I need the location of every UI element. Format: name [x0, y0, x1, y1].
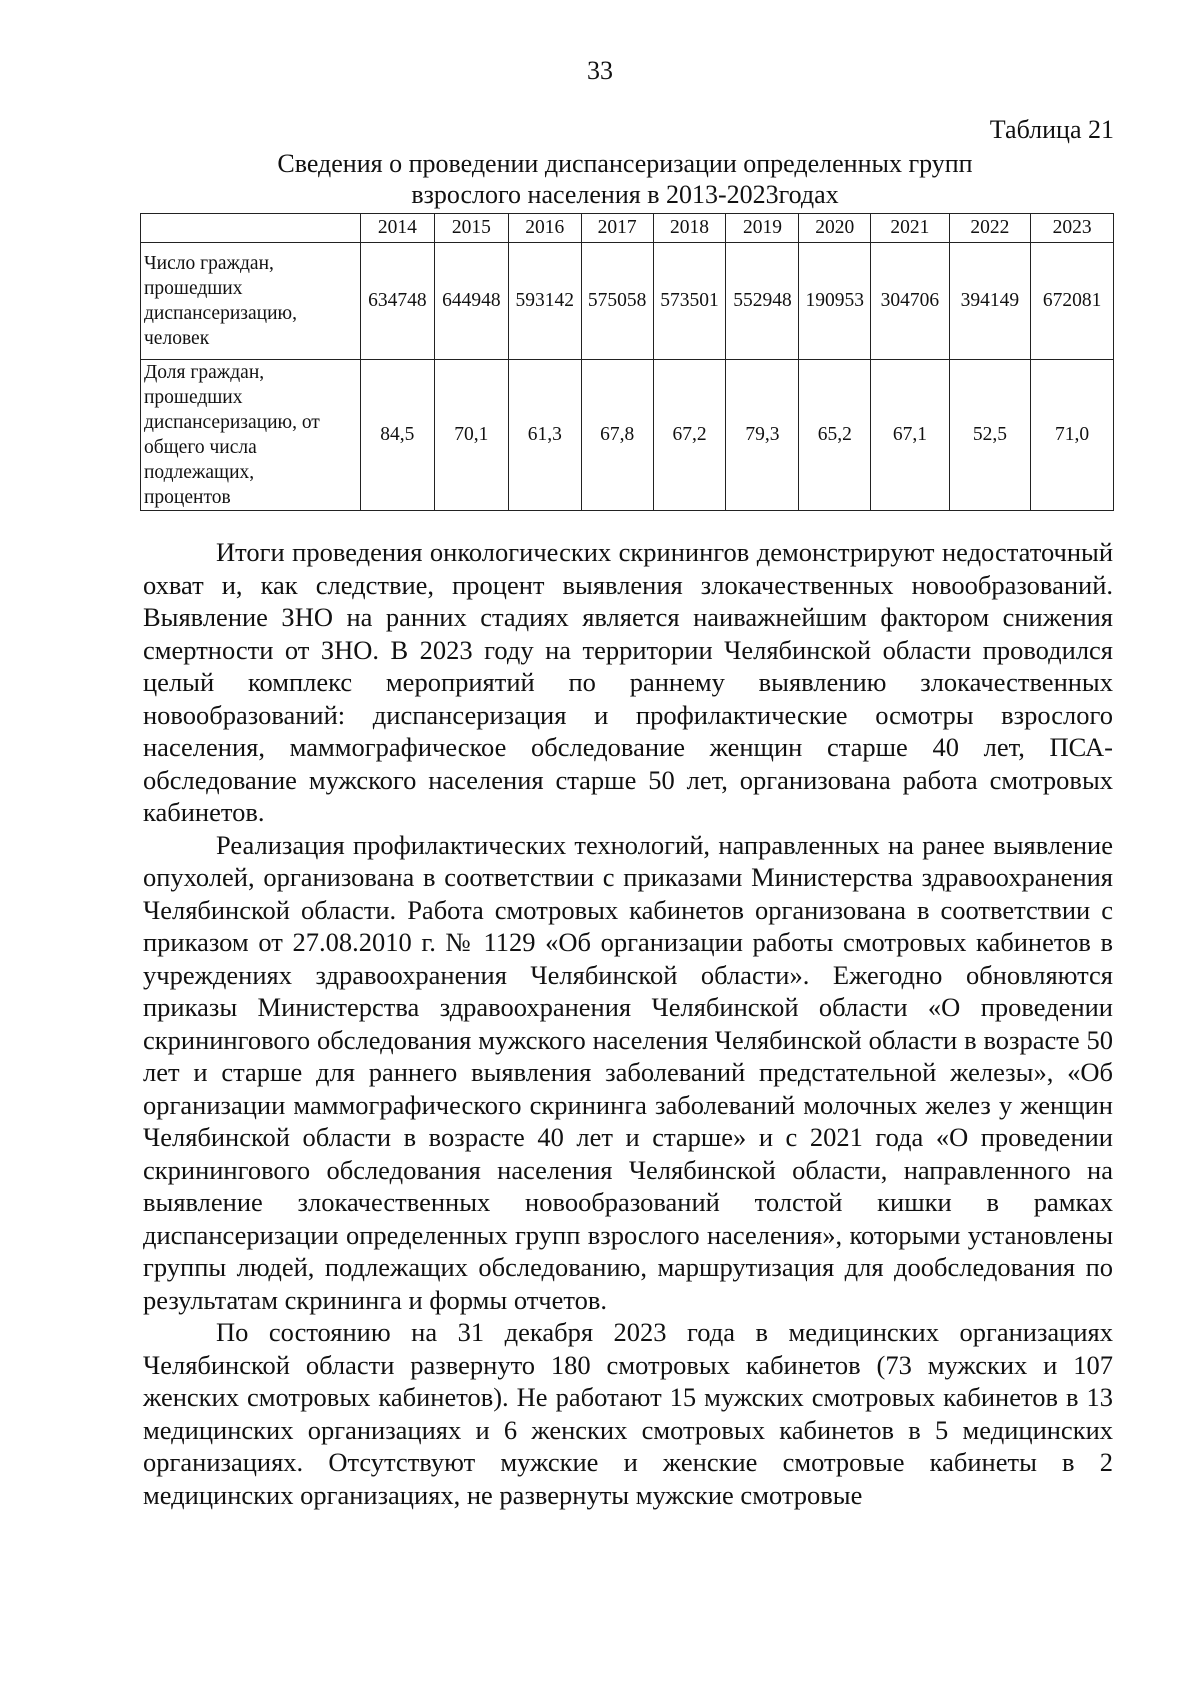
row-label-line: диспансеризацию,	[144, 303, 297, 324]
year-header: 2015	[434, 214, 508, 243]
table-label: Таблица 21	[989, 115, 1114, 144]
page-number: 33	[587, 56, 613, 85]
table-cell: 67,8	[581, 360, 653, 511]
table-cell: 672081	[1031, 243, 1114, 360]
table-cell: 634748	[360, 243, 434, 360]
table-cell: 71,0	[1031, 360, 1114, 511]
table-cell: 593142	[508, 243, 581, 360]
year-header: 2022	[949, 214, 1031, 243]
row-label	[141, 243, 361, 360]
row-label	[141, 360, 361, 511]
year-header: 2017	[581, 214, 653, 243]
row-label-line: процентов	[144, 487, 231, 508]
year-header: 2018	[653, 214, 726, 243]
table-cell: 67,2	[653, 360, 726, 511]
table-cell: 79,3	[726, 360, 799, 511]
table-cell: 65,2	[799, 360, 871, 511]
row-label-line: общего числа	[144, 437, 257, 458]
table-title-line: взрослого населения в 2013-2023годах	[411, 180, 839, 209]
table-header-row	[141, 214, 1114, 243]
table-cell: 304706	[871, 243, 949, 360]
table-cell: 84,5	[360, 360, 434, 511]
table-cell: 644948	[434, 243, 508, 360]
table-cell: 70,1	[434, 360, 508, 511]
paragraph: По состоянию на 31 декабря 2023 года в медицинских организациях Челябинской области развернуто 180 смотровых кабинетов (73 мужских и 107 женских смотровых кабинетов). Не работают 15 мужских смотровых кабинетов в 13 медицинских организациях и 6 женских смотровых кабинетов в 5 медицинских организациях. Отсутствуют мужские и женские смотровые кабинеты в 2 медицинских организациях, не развернуты мужские смотровые	[143, 1317, 1113, 1510]
table-cell: 61,3	[508, 360, 581, 511]
year-header: 2019	[726, 214, 799, 243]
body-text	[143, 536, 1113, 1511]
year-header: 2014	[360, 214, 434, 243]
table-cell: 190953	[799, 243, 871, 360]
table-row-citizens-count	[141, 243, 1114, 360]
row-label-line: человек	[144, 328, 210, 349]
table-corner-cell	[141, 214, 361, 243]
dispensary-table	[140, 213, 1114, 511]
table-cell: 575058	[581, 243, 653, 360]
table-cell: 67,1	[871, 360, 949, 511]
row-label-line: подлежащих,	[144, 462, 255, 483]
row-label-line: прошедших	[144, 387, 243, 408]
paragraph: Реализация профилактических технологий, направленных на ранее выявление опухолей, организована в соответствии с приказами Министерства здравоохранения Челябинской области. Работа смотровых кабинетов организована в соответствии с приказом от 27.08.2010 г. № 1129 «Об организации работы смотровых кабинетов в учреждениях здравоохранения Челябинской области». Ежегодно обновляются приказы Министерства здравоохранения Челябинской области «О проведении скринингового обследования мужского населения Челябинской области в возрасте 50 лет и старше для раннего выявления заболеваний предстательной железы», «Об организации маммографического скрининга заболеваний молочных желез у женщин Челябинской области в возрасте 40 лет и старше» и с 2021 года «О проведении скринингового обследования населения Челябинской области, направленного на выявление злокачественных новообразований толстой кишки в рамках диспансеризации определенных групп взрослого населения», которыми установлены группы людей, подлежащих обследованию, маршрутизация для дообследования по результатам скрининга и формы отчетов.	[143, 829, 1113, 1315]
table-cell: 573501	[653, 243, 726, 360]
year-header: 2020	[799, 214, 871, 243]
table-cell: 394149	[949, 243, 1031, 360]
row-label-line: Доля граждан,	[144, 362, 265, 383]
year-header: 2016	[508, 214, 581, 243]
year-header: 2021	[871, 214, 949, 243]
row-label-line: Число граждан,	[144, 253, 274, 274]
table-cell: 52,5	[949, 360, 1031, 511]
table-title	[140, 148, 1110, 210]
year-header: 2023	[1031, 214, 1114, 243]
paragraph: Итоги проведения онкологических скринингов демонстрируют недостаточный охват и, как следствие, процент выявления злокачественных новообразований. Выявление ЗНО на ранних стадиях является наиважнейшим фактором снижения смертности от ЗНО. В 2023 году на территории Челябинской области проводился целый комплекс мероприятий по раннему выявлению злокачественных новообразований: диспансеризация и профилактические осмотры взрослого населения, маммографическое обследование женщин старше 40 лет, ПСА-обследование мужского населения старше 50 лет, организована работа смотровых кабинетов.	[143, 537, 1113, 827]
table-title-line: Сведения о проведении диспансеризации определенных групп	[277, 149, 973, 178]
table-row-citizens-share	[141, 360, 1114, 511]
table-cell: 552948	[726, 243, 799, 360]
row-label-line: диспансеризацию, от	[144, 412, 320, 433]
row-label-line: прошедших	[144, 278, 243, 299]
